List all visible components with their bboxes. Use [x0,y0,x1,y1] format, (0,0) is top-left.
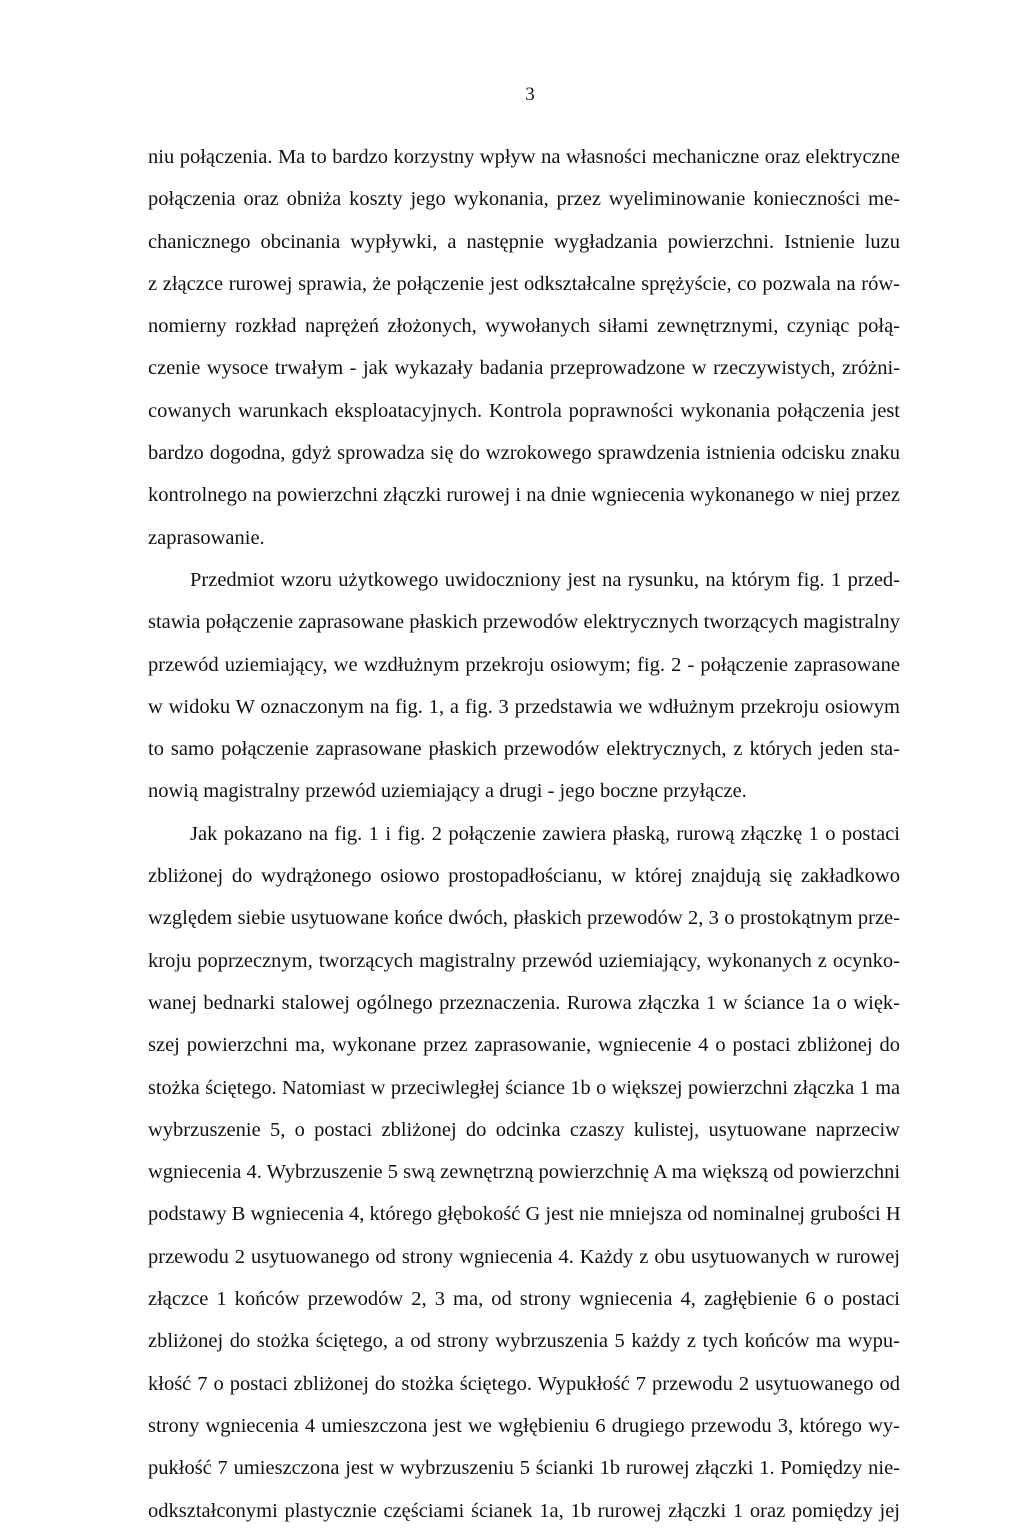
text-line: pukłość 7 umieszczona jest w wybrzuszeniu 5 ścianki 1b rurowej złączki 1. Pomiędzy nie- [148,1457,900,1480]
text-line: nomierny rozkład naprężeń złożonych, wywołanych siłami zewnętrznymi, czyniąc połą- [148,315,900,338]
text-line: zaprasowanie. [148,526,265,549]
text-line: Przedmiot wzoru użytkowego uwidoczniony jest na rysunku, na którym fig. 1 przed- [190,568,900,591]
page-number: 3 [525,84,535,105]
text-line: cowanych warunkach eksploatacyjnych. Kontrola poprawności wykonania połączenia jest [148,399,900,422]
text-line: kłość 7 o postaci zbliżonej do stożka ściętego. Wypukłość 7 przewodu 2 usytuowanego od [148,1372,900,1395]
text-line: stawia połączenie zaprasowane płaskich przewodów elektrycznych tworzących magistralny [148,611,900,634]
text-line: chanicznego obcinania wypływki, a następnie wygładzania powierzchni. Istnienie luzu [148,230,900,253]
text-line: złączce 1 końców przewodów 2, 3 ma, od strony wgniecenia 4, zagłębienie 6 o postaci [148,1288,900,1311]
text-line: przewód uziemiający, we wzdłużnym przekroju osiowym; fig. 2 - połączenie zaprasowane [148,653,900,676]
text-line: czenie wysoce trwałym - jak wykazały badania przeprowadzone w rzeczywistych, zróżni- [148,357,900,380]
text-line: względem siebie usytuowane końce dwóch, płaskich przewodów 2, 3 o prostokątnym prze- [148,907,900,930]
text-line: kontrolnego na powierzchni złączki rurowej i na dnie wgniecenia wykonanego w niej przez [148,484,900,507]
text-line: wanej bednarki stalowej ogólnego przeznaczenia. Rurowa złączka 1 w ściance 1a o więk- [148,991,900,1014]
text-line: połączenia oraz obniża koszty jego wykonania, przez wyeliminowanie konieczności me- [148,188,900,211]
text-line: Jak pokazano na fig. 1 i fig. 2 połączenie zawiera płaską, rurową złączkę 1 o postaci [190,822,900,845]
body-text [148,136,900,1532]
text-line: niu połączenia. Ma to bardzo korzystny wpływ na własności mechaniczne oraz elektryczne [148,146,900,168]
text-line: podstawy B wgniecenia 4, którego głębokość G jest nie mniejsza od nominalnej grubości H [148,1203,901,1226]
text-line: zbliżonej do stożka ściętego, a od strony wybrzuszenia 5 każdy z tych końców ma wypu- [148,1330,900,1353]
text-line: kroju poprzecznym, tworzących magistralny przewód uziemiający, wykonanych z ocynko- [148,949,900,972]
text-line: stożka ściętego. Natomiast w przeciwległej ściance 1b o większej powierzchni złączka 1 ma [148,1076,900,1099]
text-line: wybrzuszenie 5, o postaci zbliżonej do odcinka czaszy kulistej, usytuowane naprzeciw [148,1118,900,1141]
text-line: nowią magistralny przewód uziemiający a drugi - jego boczne przyłącze. [148,780,747,803]
text-line: strony wgniecenia 4 umieszczona jest we wgłębieniu 6 drugiego przewodu 3, którego wy- [148,1414,900,1437]
text-line: to samo połączenie zaprasowane płaskich przewodów elektrycznych, z których jeden sta- [148,738,900,761]
text-line: zbliżonej do wydrążonego osiowo prostopadłościanu, w której znajdują się zakładkowo [148,865,900,888]
text-line: bardzo dogodna, gdyż sprowadza się do wzrokowego sprawdzenia istnienia odcisku znaku [148,442,900,465]
text-line: wgniecenia 4. Wybrzuszenie 5 swą zewnętrzną powierzchnię A ma większą od powierzchni [148,1161,901,1184]
text-line: z złączce rurowej sprawia, że połączenie jest odkształcalne sprężyście, co pozwala na rów- [148,272,900,295]
text-line: szej powierzchni ma, wykonane przez zaprasowanie, wgniecenie 4 o postaci zbliżonej do [148,1034,900,1057]
text-line: przewodu 2 usytuowanego od strony wgniecenia 4. Każdy z obu usytuowanych w rurowej [148,1245,900,1268]
text-line: w widoku W oznaczonym na fig. 1, a fig. 3 przedstawia we wdłużnym przekroju osiowym [148,695,900,718]
text-line: odkształconymi plastycznie częściami ścianek 1a, 1b rurowej złączki 1 oraz pomiędzy jej [148,1499,900,1522]
